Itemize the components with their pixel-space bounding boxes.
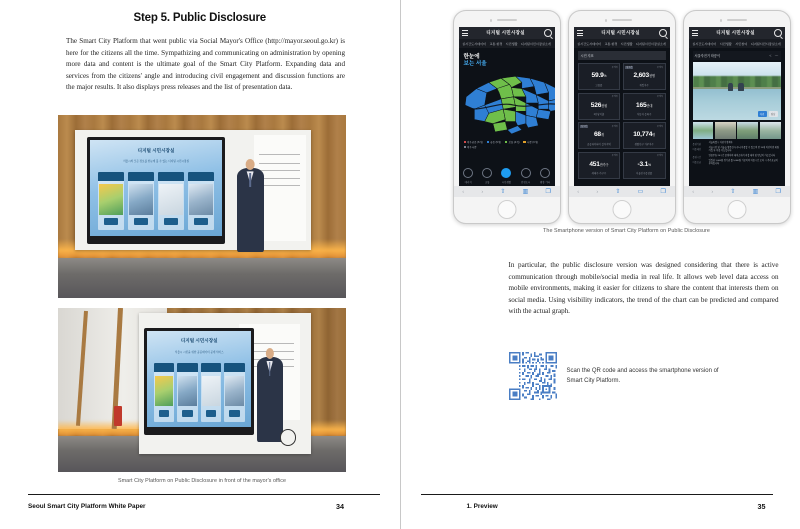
hero-toggle-photo[interactable]: 사진 bbox=[758, 111, 767, 117]
page-number-left: 34 bbox=[336, 502, 344, 511]
photo-mayor-hall-display bbox=[58, 115, 346, 298]
app-bar bbox=[459, 27, 555, 39]
stat-tile[interactable]: 통계청 59.9% 고용률 bbox=[578, 63, 621, 90]
detail-row: 이용대상 서울시민 및 서울을 방문한 누구나 이용할 수 있으며 만 15세 이상이면 회원가입 후 이용 가능합니다 bbox=[692, 147, 779, 153]
earpiece-speaker bbox=[612, 19, 632, 21]
page-number-right: 35 bbox=[757, 502, 766, 511]
left-body-paragraph: The Smart City Platform that went public via Social Mayor's Office (http://mayor.seoul.go.kr) is here for the citizens all the time. Sympathizing and communicating on administration by opening more data and content is the ultimate goal of the Smart City Platform. Expanding data and services from the citizens' angle and introducing civil engagement and discussion functions are the major results. It also displays press releases and the list of presentation data. bbox=[66, 37, 345, 92]
browser-toolbar[interactable] bbox=[684, 186, 790, 197]
back-icon[interactable]: ‹ bbox=[577, 188, 580, 195]
gallery-header bbox=[693, 51, 781, 60]
back-icon[interactable]: ‹ bbox=[692, 188, 695, 195]
qr-caption-line1: Scan the QR code and access the smartphone version of bbox=[566, 368, 719, 374]
thumbnail[interactable] bbox=[737, 122, 758, 139]
qr-caption-line2: Smart City Platform. bbox=[566, 378, 621, 384]
forward-icon[interactable]: › bbox=[596, 188, 599, 195]
phone-mockup-stats bbox=[568, 10, 676, 224]
stat-tile[interactable]: 실시간 통계청 68개 공공와이파이 설치지역 bbox=[578, 122, 621, 149]
display-card bbox=[128, 172, 155, 230]
share-icon[interactable]: ⇧ bbox=[500, 188, 506, 195]
legend-item: 매우나쁨 bbox=[464, 145, 477, 149]
legend-item: 좋음 (9개) bbox=[487, 140, 501, 144]
stat-tile[interactable]: 통계청 451만가구 세대수·가구수 bbox=[578, 152, 621, 179]
map-headline-line2: 보는 서울 bbox=[463, 61, 487, 67]
legend-item: 보통 (4개) bbox=[505, 140, 519, 144]
photo-corridor-display bbox=[58, 308, 346, 472]
hamburger-icon[interactable] bbox=[577, 29, 583, 37]
hamburger-icon[interactable] bbox=[462, 29, 468, 37]
phone-mockups-row bbox=[453, 10, 791, 225]
tabs-icon[interactable]: ❐ bbox=[775, 188, 781, 195]
display-card bbox=[224, 363, 245, 422]
front-camera-icon bbox=[605, 19, 608, 22]
map-headline bbox=[464, 54, 487, 68]
corridor-scene bbox=[58, 308, 346, 472]
map-headline-line1: 한눈에 bbox=[463, 54, 480, 60]
stat-tile[interactable]: 통계청 10,774명 생활인구 거주자수 bbox=[623, 122, 666, 149]
home-button[interactable] bbox=[727, 200, 746, 219]
tabs-icon[interactable]: ❐ bbox=[545, 188, 551, 195]
sub-nav-item[interactable]: 시민생활 bbox=[719, 42, 732, 46]
bottom-tab-bar[interactable] bbox=[459, 166, 555, 186]
phone-screen bbox=[574, 27, 670, 197]
browser-toolbar[interactable] bbox=[569, 186, 675, 197]
gallery-detail-list bbox=[693, 142, 781, 167]
display-screen-title: 디지털 시민시장실 bbox=[180, 338, 218, 344]
stat-tile[interactable]: 통계청 165만대 자동차 등록수 bbox=[623, 93, 666, 120]
tab-citizen-life[interactable]: 시민생활 bbox=[501, 168, 511, 184]
sub-nav-item[interactable]: 디지털시민시장실소개 bbox=[750, 42, 781, 46]
search-icon[interactable] bbox=[544, 29, 552, 37]
search-icon[interactable] bbox=[659, 29, 667, 37]
thumbnail[interactable] bbox=[693, 122, 714, 139]
share-icon[interactable]: ⇧ bbox=[730, 188, 736, 195]
display-screen-cards bbox=[98, 172, 215, 230]
sub-nav-item[interactable]: 실시간도시데이터 bbox=[692, 42, 717, 46]
display-screen-subtitle: 서울시의 모든 정보를 한눈에 볼 수 있는 디지털 시민시장실 bbox=[123, 160, 189, 164]
hero-toggle-buttons[interactable] bbox=[758, 111, 778, 117]
app-title: 디지털 시민시장실 bbox=[601, 30, 640, 35]
sub-nav-item[interactable]: 시민참여 bbox=[735, 42, 748, 46]
display-screen-title: 디지털 시민시장실 bbox=[137, 147, 175, 153]
back-icon[interactable]: ‹ bbox=[462, 188, 465, 195]
earpiece-speaker bbox=[727, 19, 747, 21]
tab-energy[interactable]: 에너지 bbox=[463, 168, 473, 184]
thumbnail-strip[interactable] bbox=[693, 122, 781, 139]
app-title: 디지털 시민시장실 bbox=[486, 30, 525, 35]
display-card bbox=[98, 172, 125, 230]
right-body-paragraph: In particular, the public disclosure version was designed considering that there is active communication through mobile/social media in real life. It allows web level data access on mobile environments, making it easier for citizens to share the content that interests them on social media. Using visibility indicators, the trend of the chart can be predicted and compared with the actual graph. bbox=[508, 261, 779, 316]
app-bar bbox=[574, 27, 670, 39]
sub-nav-item[interactable]: 시민생활 bbox=[620, 42, 633, 46]
display-screen-content bbox=[90, 140, 222, 236]
display-card bbox=[154, 363, 175, 422]
legend-item: 매우좋음 (6개) bbox=[464, 140, 483, 144]
tab-safe-city[interactable]: 안전도시 bbox=[521, 168, 531, 184]
qr-block bbox=[509, 352, 719, 400]
more-icon[interactable]: ⋯ bbox=[774, 53, 779, 58]
phone-screen bbox=[689, 27, 785, 197]
hamburger-icon[interactable] bbox=[692, 29, 698, 37]
mayor-cutout-figure bbox=[237, 168, 264, 252]
large-touch-display bbox=[144, 328, 254, 436]
qr-code-icon[interactable] bbox=[509, 352, 557, 400]
sub-nav-item[interactable]: 교통·환경 bbox=[604, 42, 618, 46]
sub-nav-item[interactable]: 교통·환경 bbox=[489, 42, 503, 46]
phone-screen bbox=[459, 27, 555, 197]
display-screen-content bbox=[147, 331, 251, 428]
sub-nav-item[interactable]: 실시간도시데이터 bbox=[577, 42, 602, 46]
thumbnail[interactable] bbox=[715, 122, 736, 139]
app-title: 디지털 시민시장실 bbox=[716, 30, 755, 35]
tab-traffic[interactable]: 교통 bbox=[482, 168, 492, 184]
photo-caption-left: Smart City Platform on Public Disclosure in front of the mayor's office bbox=[117, 478, 287, 484]
stat-grid bbox=[578, 63, 666, 179]
right-page bbox=[400, 0, 800, 529]
front-camera-icon bbox=[490, 19, 493, 22]
map-legend bbox=[464, 140, 550, 149]
tabs-icon[interactable]: ❐ bbox=[660, 188, 666, 195]
share-icon[interactable]: ⇧ bbox=[615, 188, 621, 195]
section-header bbox=[578, 51, 666, 60]
browser-toolbar[interactable] bbox=[454, 186, 560, 197]
section-title: 시민 지표 bbox=[580, 54, 594, 58]
footer-divider-left bbox=[28, 494, 380, 495]
detail-row: 운영시간 연중무휴 24시간 운영하며 대여소에서 직접 대여 및 반납이 가능합니다 bbox=[692, 154, 776, 159]
share-icon[interactable]: < bbox=[769, 53, 772, 58]
map-screen-body bbox=[459, 48, 555, 186]
home-button[interactable] bbox=[497, 200, 516, 219]
legend-item: 나쁨 (3개) bbox=[523, 140, 537, 144]
cyclists bbox=[728, 83, 747, 91]
sub-navigation[interactable] bbox=[574, 39, 670, 48]
bookmarks-icon[interactable]: ▥ bbox=[522, 188, 529, 195]
detail-row: 이용요금 일일권 1,000원 정기권 월 5,000원 기준이며 이용시간 초과 시 추가요금이 부과됩니다 bbox=[692, 160, 778, 166]
footer-title-left: Seoul Smart City Platform White Paper bbox=[28, 503, 146, 510]
display-card bbox=[188, 172, 215, 230]
sub-nav-item[interactable]: 디지털시민시장실소개 bbox=[520, 42, 551, 46]
bookmarks-icon[interactable]: ▭ bbox=[637, 188, 644, 195]
phones-caption: The Smartphone version of Smart City Platform on Public Disclosure bbox=[543, 228, 710, 234]
home-button[interactable] bbox=[612, 200, 631, 219]
display-screen-cards bbox=[154, 363, 245, 422]
display-card bbox=[177, 363, 198, 422]
sub-nav-item[interactable]: 디지털시민시장실소개 bbox=[635, 42, 666, 46]
footer-divider-right bbox=[421, 494, 773, 495]
front-camera-icon bbox=[720, 19, 723, 22]
gallery-screen-body bbox=[689, 48, 785, 186]
search-icon[interactable] bbox=[774, 29, 782, 37]
gallery-title: 서울자전거 따릉이 bbox=[694, 54, 721, 58]
sub-navigation[interactable] bbox=[459, 39, 555, 48]
forward-icon[interactable]: › bbox=[711, 188, 714, 195]
earpiece-speaker bbox=[497, 19, 517, 21]
footer-title-right: 1. Preview bbox=[466, 503, 498, 510]
large-touch-display bbox=[87, 137, 225, 244]
forward-icon[interactable]: › bbox=[481, 188, 484, 195]
hero-toggle-video[interactable]: 영상 bbox=[769, 111, 778, 117]
display-card bbox=[201, 363, 222, 422]
page-title: Step 5. Public Disclosure bbox=[133, 12, 266, 24]
tab-admin[interactable]: 행정·기타 bbox=[540, 168, 550, 184]
mayor-cutout-figure bbox=[257, 357, 283, 442]
qr-caption bbox=[567, 366, 719, 386]
sub-nav-item[interactable]: 실시간도시데이터 bbox=[462, 42, 487, 46]
phone-mockup-gallery bbox=[683, 10, 791, 224]
phone-mockup-map bbox=[453, 10, 561, 224]
seoul-district-map[interactable] bbox=[462, 70, 555, 136]
room-scene bbox=[58, 115, 346, 298]
detail-row: 운영기관 서울특별시 자전거정책과 bbox=[692, 141, 733, 146]
floor bbox=[58, 258, 346, 298]
sub-nav-item[interactable]: 시민생활 bbox=[505, 42, 518, 46]
sub-navigation[interactable] bbox=[689, 39, 785, 48]
fire-extinguisher bbox=[114, 406, 121, 426]
stat-tile[interactable]: 실시간 통계청 2,603천명 취업자수 bbox=[623, 63, 666, 90]
display-screen-subtitle: 서울시 시민을 위한 공공데이터 공개 서비스 bbox=[174, 351, 224, 354]
display-card bbox=[158, 172, 185, 230]
stat-tile[interactable]: 통계청 526천원 1인당지출 bbox=[578, 93, 621, 120]
thumbnail[interactable] bbox=[760, 122, 781, 139]
stats-screen-body bbox=[574, 48, 670, 186]
gallery-hero-photo[interactable] bbox=[693, 62, 781, 120]
bookmarks-icon[interactable]: ▥ bbox=[752, 188, 759, 195]
stat-tile[interactable]: 통계청 -3.1% 서울인구증감률 bbox=[623, 152, 666, 179]
app-bar bbox=[689, 27, 785, 39]
